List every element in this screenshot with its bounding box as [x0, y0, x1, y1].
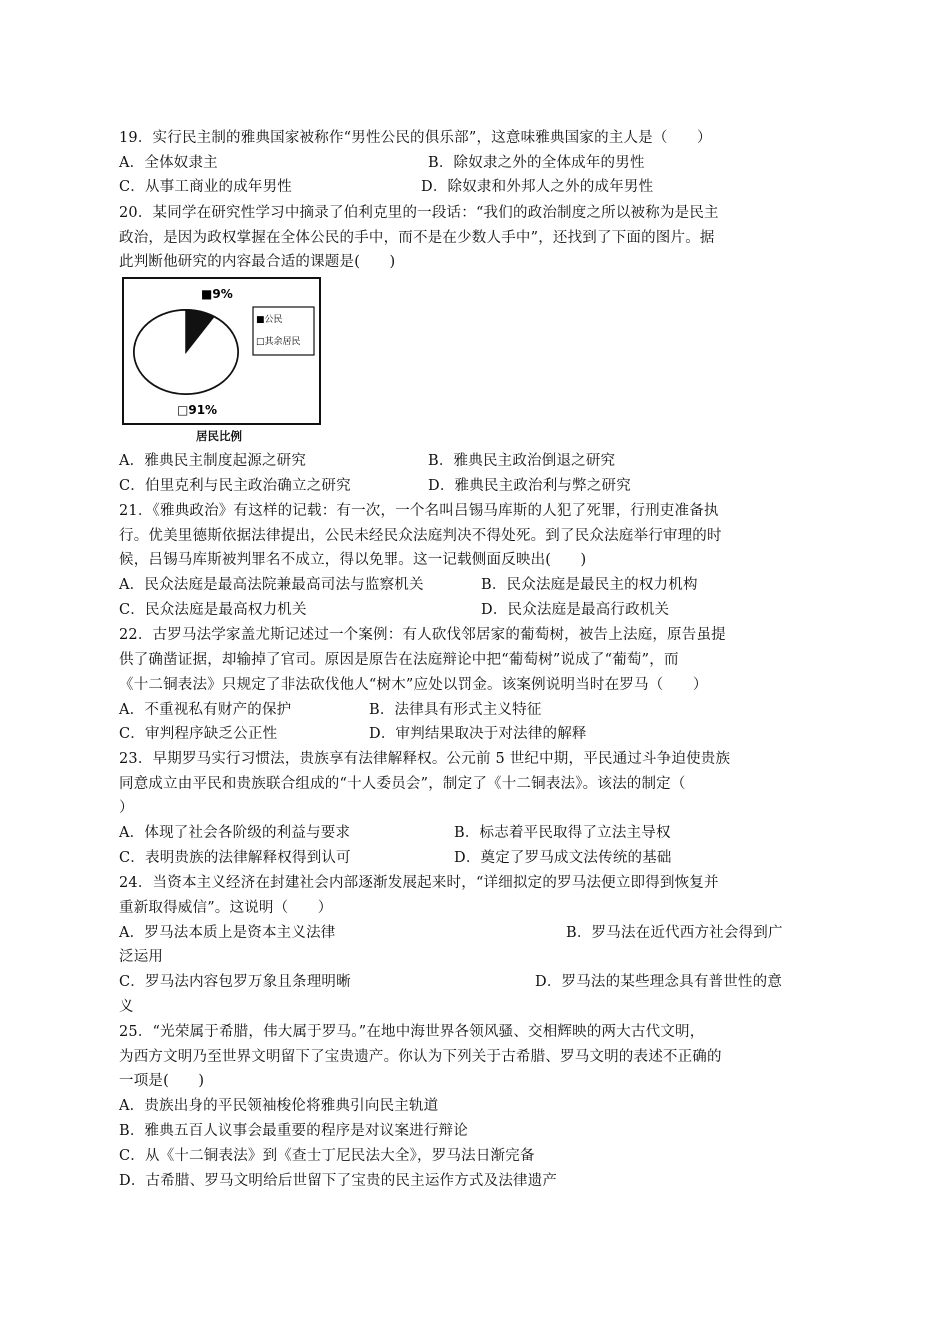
pie-bottom-label: □91% [177, 403, 218, 417]
q23-stem-line2: 同意成立由平民和贵族联合组成的“十人委员会”，制定了《十二铜表法》。该法的制定（ [119, 776, 686, 792]
q20-option-c: C．伯里克利与民主政治确立之研究 [119, 478, 351, 494]
pie-slice-other-residents [134, 310, 238, 394]
q24-option-c: C．罗马法内容包罗万象且条理明晰 [119, 974, 351, 990]
q20-stem-line3: 此判断他研究的内容最合适的课题是( ) [119, 254, 396, 270]
q22-stem-line1: 22．古罗马法学家盖尤斯记述过一个案例：有人砍伐邻居家的葡萄树，被告上法庭，原告虽提 [119, 627, 726, 643]
pie-chart-svg [119, 276, 324, 426]
q21-stem-line3: 候，吕锡马库斯被判罪名不成立，得以免罪。这一记载侧面反映出( ) [119, 552, 587, 568]
q25-option-c: C．从《十二铜表法》到《查士丁尼民法大全》，罗马法日渐完备 [119, 1148, 535, 1164]
pie-group [134, 310, 238, 394]
figure-caption: 居民比例 [196, 429, 242, 443]
q19-stem: 19．实行民主制的雅典国家被称作“男性公民的俱乐部”，这意味雅典国家的主人是（ ） [119, 130, 712, 146]
q23-stem-line1: 23．早期罗马实行习惯法，贵族享有法律解释权。公元前 5 世纪中期，平民通过斗争迫使贵族 [119, 751, 731, 767]
q19-option-c: C．从事工商业的成年男性 [119, 179, 292, 195]
q24-option-d-continued: 义 [119, 999, 134, 1015]
q22-option-a: A．不重视私有财产的保护 [119, 702, 292, 718]
q24-option-b: B．罗马法在近代西方社会得到广 [566, 925, 783, 941]
q23-stem-line3: ） [119, 800, 134, 816]
q22-stem-line3: 《十二铜表法》只规定了非法砍伐他人“树木”应处以罚金。该案例说明当时在罗马（ ） [119, 677, 708, 693]
q21-stem-line1: 21．《雅典政治》有这样的记载：有一次，一个名叫吕锡马库斯的人犯了死罪，行刑吏准备执 [119, 503, 719, 519]
q21-option-a: A．民众法庭是最高法院兼最高司法与监察机关 [119, 577, 424, 593]
q20-option-d: D．雅典民主政治利与弊之研究 [428, 478, 631, 494]
q23-option-b: B．标志着平民取得了立法主导权 [454, 825, 671, 841]
q22-stem-line2: 供了确凿证据，却输掉了官司。原因是原告在法庭辩论中把“葡萄树”说成了“葡萄”，而 [119, 652, 679, 668]
q20-stem-line2: 政治，是因为政权掌握在全体公民的手中，而不是在少数人手中”，还找到了下面的图片。据 [119, 230, 715, 246]
resident-ratio-figure [119, 276, 324, 446]
q24-option-b-continued: 泛运用 [119, 949, 164, 965]
q25-option-d: D．古希腊、罗马文明给后世留下了宝贵的民主运作方式及法律遗产 [119, 1173, 558, 1189]
q23-option-a: A．体现了社会各阶级的利益与要求 [119, 825, 351, 841]
q21-option-b: B．民众法庭是最民主的权力机构 [481, 577, 698, 593]
q24-stem-line2: 重新取得威信”。这说明（ ） [119, 900, 333, 916]
q22-option-b: B．法律具有形式主义特征 [369, 702, 542, 718]
q24-option-d: D．罗马法的某些理念具有普世性的意 [535, 974, 783, 990]
q20-option-b: B．雅典民主政治倒退之研究 [428, 453, 616, 469]
q23-option-d: D．奠定了罗马成文法传统的基础 [454, 850, 672, 866]
q19-option-a: A．全体奴隶主 [119, 155, 218, 171]
q25-option-a: A．贵族出身的平民领袖梭伦将雅典引向民主轨道 [119, 1098, 439, 1114]
legend-item-citizens: ■公民 [256, 315, 283, 325]
q22-option-c: C．审判程序缺乏公正性 [119, 726, 278, 742]
q21-option-c: C．民众法庭是最高权力机关 [119, 602, 307, 618]
q25-stem-line3: 一项是( ) [119, 1073, 205, 1089]
q25-option-b: B．雅典五百人议事会最重要的程序是对议案进行辩论 [119, 1123, 468, 1139]
pie-top-label: ■9% [201, 287, 233, 301]
q19-option-d: D．除奴隶和外邦人之外的成年男性 [421, 179, 654, 195]
q19-option-b: B．除奴隶之外的全体成年的男性 [428, 155, 645, 171]
q21-option-d: D．民众法庭是最高行政机关 [481, 602, 670, 618]
q24-option-a: A．罗马法本质上是资本主义法律 [119, 925, 336, 941]
q22-option-d: D．审判结果取决于对法律的解释 [369, 726, 587, 742]
q21-stem-line2: 行。优美里德斯依据法律提出，公民未经民众法庭判决不得处死。到了民众法庭举行审理的时 [119, 528, 722, 544]
legend-item-other-residents: □其余居民 [256, 337, 301, 347]
q25-stem-line1: 25．“光荣属于希腊，伟大属于罗马。”在地中海世界各领风骚、交相辉映的两大古代文明， [119, 1024, 705, 1040]
q23-option-c: C．表明贵族的法律解释权得到认可 [119, 850, 351, 866]
q20-stem-line1: 20．某同学在研究性学习中摘录了伯利克里的一段话：“我们的政治制度之所以被称为是民主 [119, 205, 719, 221]
q25-stem-line2: 为西方文明乃至世界文明留下了宝贵遗产。你认为下列关于古希腊、罗马文明的表述不正确的 [119, 1049, 722, 1065]
q24-stem-line1: 24．当资本主义经济在封建社会内部逐渐发展起来时，“详细拟定的罗马法便立即得到恢复并 [119, 875, 719, 891]
q20-option-a: A．雅典民主制度起源之研究 [119, 453, 307, 469]
